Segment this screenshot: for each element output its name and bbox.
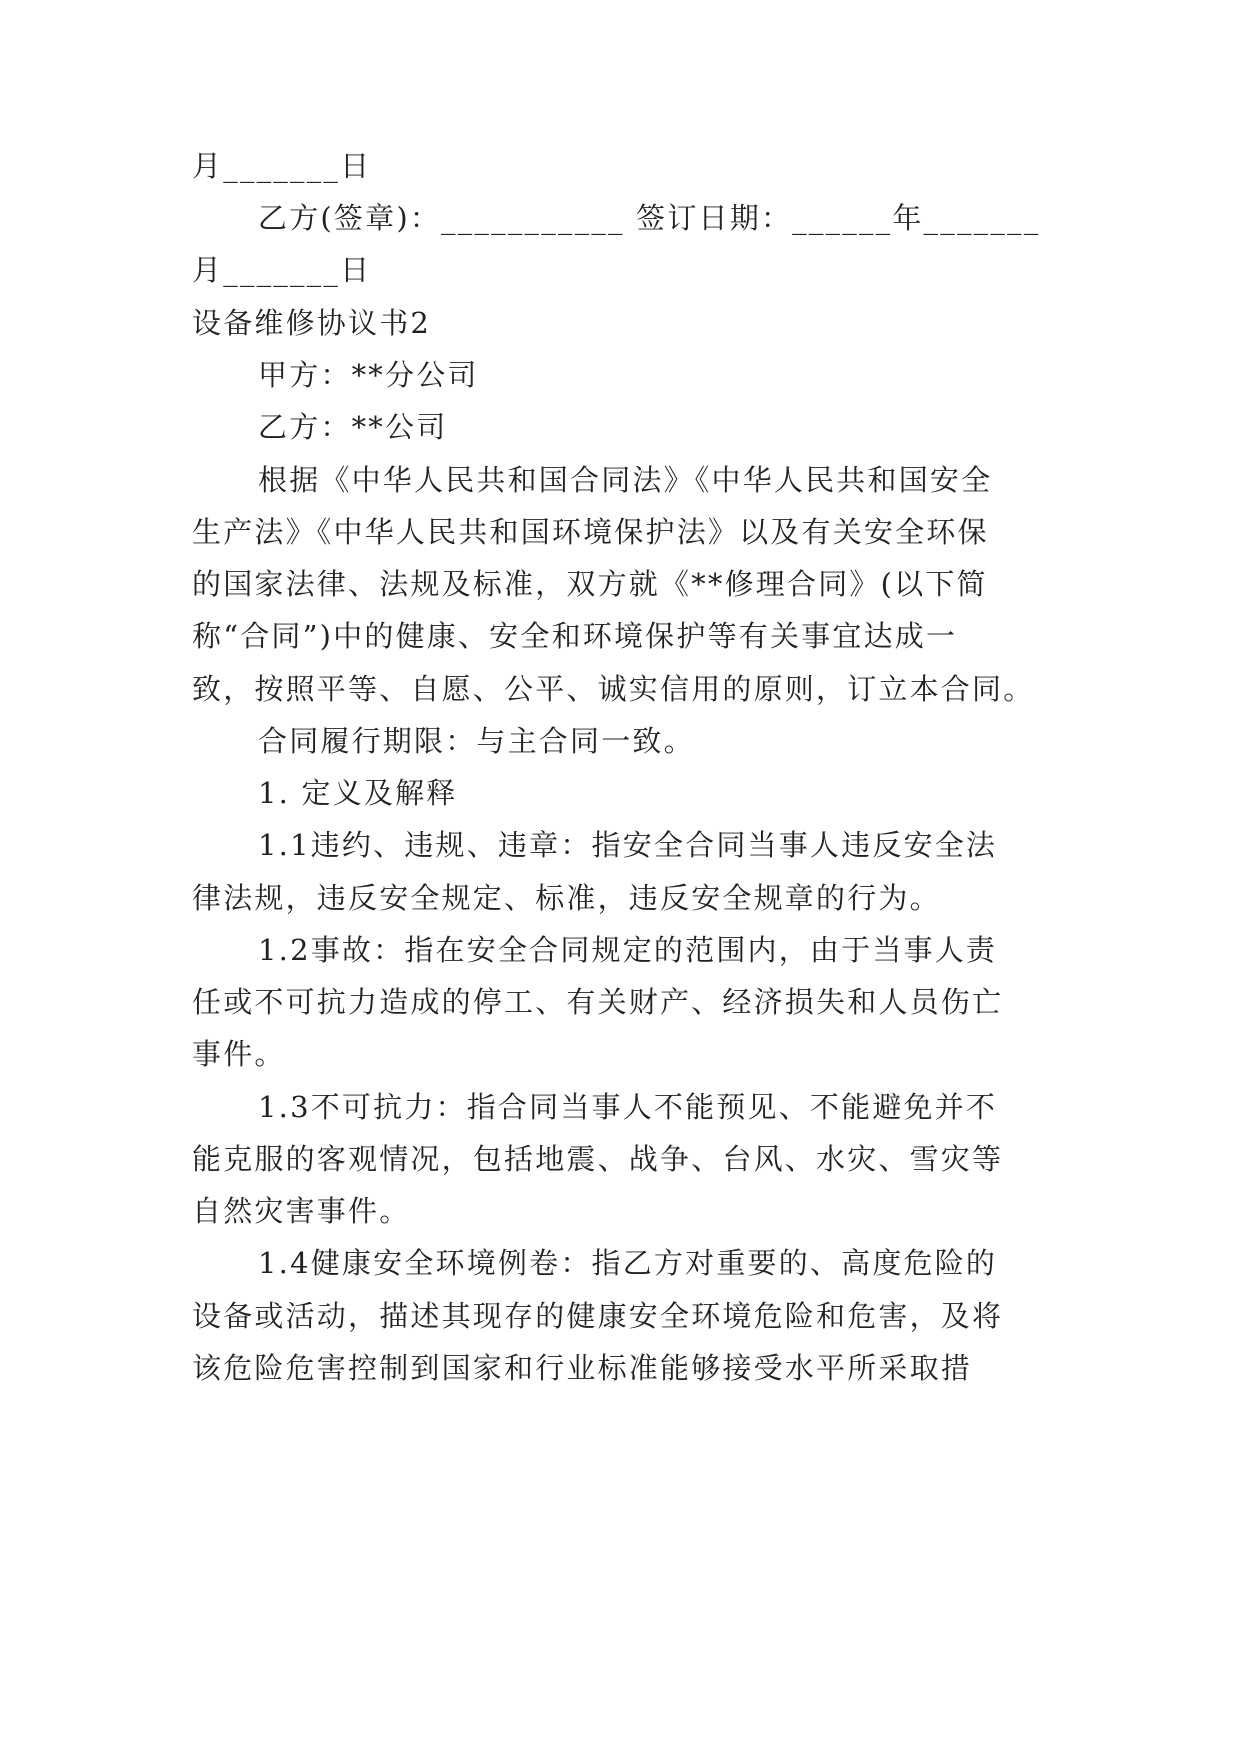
section-heading: 1. 定义及解释 xyxy=(258,776,458,810)
clause-line: 自然灾害事件。 xyxy=(192,1194,411,1228)
date-line-continuation: 月_______日 xyxy=(192,253,372,287)
party-a-line: 甲方：**分公司 xyxy=(258,358,479,392)
clause-line: 任或不可抗力造成的停工、有关财产、经济损失和人员伤亡 xyxy=(192,985,1004,1019)
paragraph-line: 合同履行期限：与主合同一致。 xyxy=(258,724,695,758)
clause-line: 1.2事故：指在安全合同规定的范围内，由于当事人责 xyxy=(258,933,998,967)
clause-line: 能克服的客观情况，包括地震、战争、台风、水灾、雪灾等 xyxy=(192,1142,1004,1176)
clause-line: 1.4健康安全环境例卷：指乙方对重要的、高度危险的 xyxy=(258,1246,998,1280)
clause-line: 1.3不可抗力：指合同当事人不能预见、不能避免并不 xyxy=(258,1090,998,1124)
paragraph-line: 根据《中华人民共和国合同法》《中华人民共和国安全 xyxy=(258,463,993,497)
paragraph-line: 生产法》《中华人民共和国环境保护法》以及有关安全环保 xyxy=(192,515,989,549)
paragraph-line: 致，按照平等、自愿、公平、诚实信用的原则，订立本合同。 xyxy=(192,672,1035,706)
clause-line: 1.1违约、违规、违章：指安全合同当事人违反安全法 xyxy=(258,828,998,862)
paragraph-line: 称“合同”)中的健康、安全和环境保护等有关事宜达成一 xyxy=(192,619,958,653)
party-b-signature-line: 乙方(签章)：___________ 签订日期：______年_______ xyxy=(258,201,1041,235)
clause-line: 设备或活动，描述其现存的健康安全环境危险和危害，及将 xyxy=(192,1299,1004,1333)
clause-line: 事件。 xyxy=(192,1037,286,1071)
document-heading: 设备维修协议书2 xyxy=(192,306,432,340)
clause-line: 该危险危害控制到国家和行业标准能够接受水平所采取措 xyxy=(192,1351,973,1385)
clause-line: 律法规，违反安全规定、标准，违反安全规章的行为。 xyxy=(192,881,941,915)
paragraph-line: 的国家法律、法规及标准，双方就《**修理合同》(以下简 xyxy=(192,567,988,601)
party-b-line: 乙方：**公司 xyxy=(258,410,448,444)
date-line-continuation: 月_______日 xyxy=(192,149,372,183)
